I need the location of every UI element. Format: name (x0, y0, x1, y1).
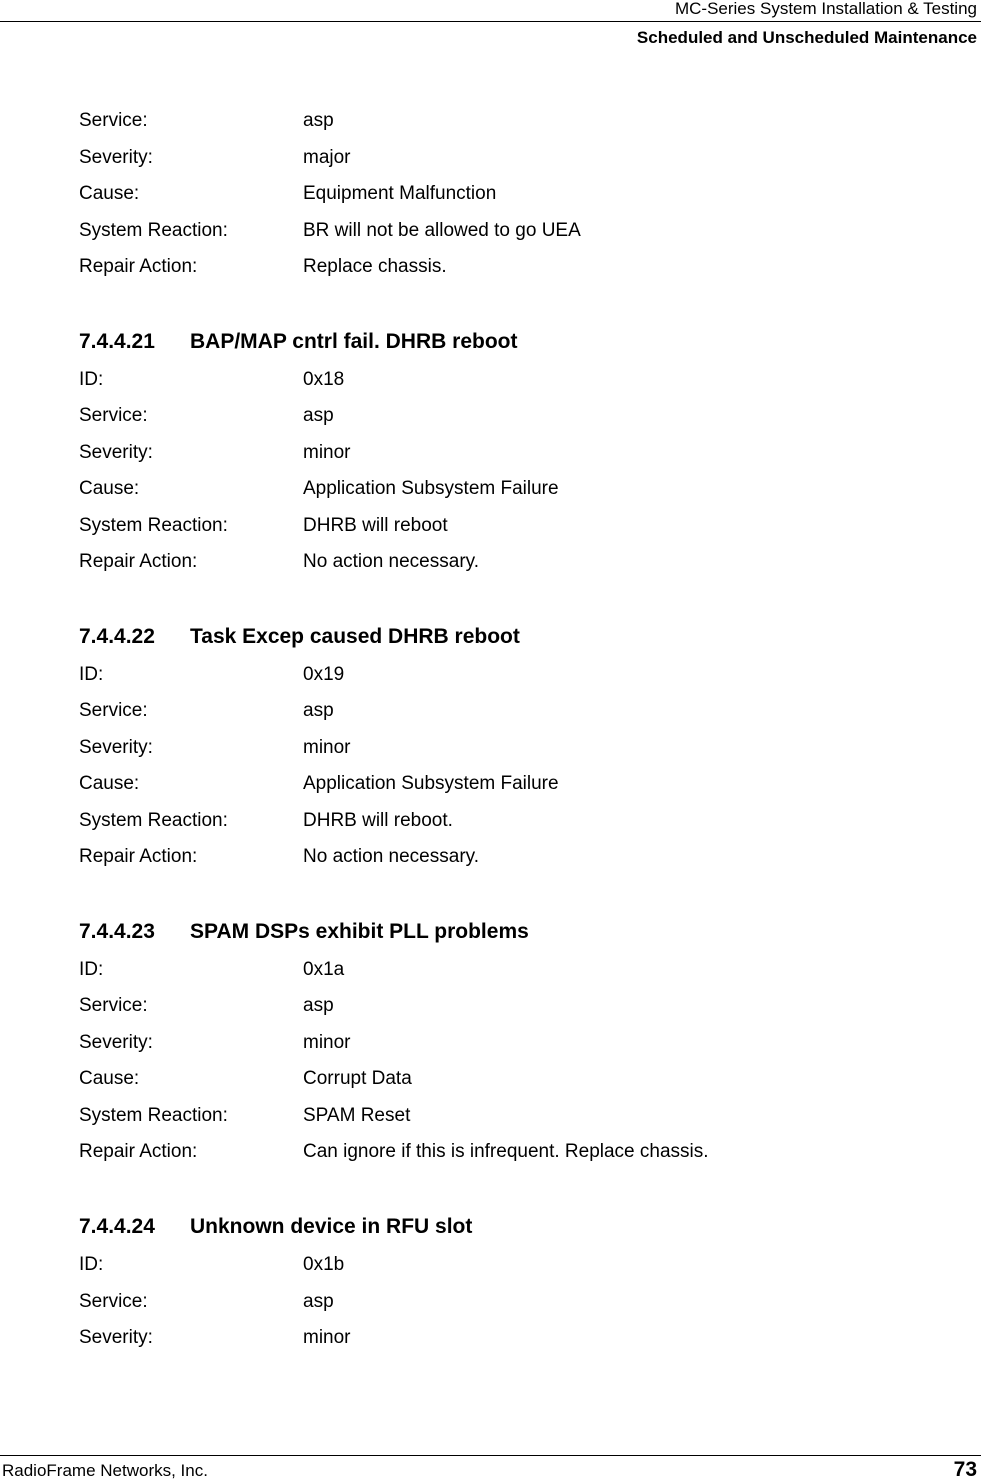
field-value: BR will not be allowed to go UEA (303, 220, 581, 241)
field-value: Can ignore if this is infrequent. Replace chassis. (303, 1141, 709, 1162)
field-label: Service: (79, 995, 148, 1016)
field-label: Severity: (79, 442, 153, 463)
field-value: 0x1a (303, 959, 345, 980)
field-value: DHRB will reboot (303, 515, 448, 536)
field-label: Repair Action: (79, 551, 198, 572)
field-value: Replace chassis. (303, 256, 447, 277)
running-header-chapter-title: Scheduled and Unscheduled Maintenance (636, 28, 977, 47)
section-number: 7.4.4.21 (79, 330, 155, 353)
field-value: minor (303, 442, 351, 463)
section-title: Task Excep caused DHRB reboot (190, 625, 520, 648)
field-label: Severity: (79, 1032, 153, 1053)
field-value: asp (303, 110, 334, 131)
running-header-doc-title: MC-Series System Installation & Testing (674, 0, 977, 18)
field-label: Cause: (79, 183, 140, 204)
field-value: 0x1b (303, 1254, 345, 1275)
field-label: System Reaction: (79, 1105, 228, 1126)
field-label: Severity: (79, 737, 153, 758)
field-value: asp (303, 1291, 334, 1312)
field-value: asp (303, 700, 334, 721)
field-label: Repair Action: (79, 1141, 198, 1162)
field-value: major (303, 147, 351, 168)
section-number: 7.4.4.23 (79, 920, 155, 943)
field-label: Repair Action: (79, 846, 198, 867)
field-value: asp (303, 995, 334, 1016)
section-number: 7.4.4.24 (79, 1215, 155, 1238)
field-label: Cause: (79, 478, 140, 499)
field-label: ID: (79, 664, 104, 685)
field-value: No action necessary. (303, 551, 480, 572)
field-label: Service: (79, 1291, 148, 1312)
field-label: ID: (79, 1254, 104, 1275)
field-label: Repair Action: (79, 256, 198, 277)
field-label: System Reaction: (79, 220, 228, 241)
field-value: asp (303, 405, 334, 426)
field-value: No action necessary. (303, 846, 480, 867)
footer-company-name: RadioFrame Networks, Inc. (2, 1461, 208, 1480)
field-value: Application Subsystem Failure (303, 773, 559, 794)
field-label: Severity: (79, 147, 153, 168)
field-label: System Reaction: (79, 515, 228, 536)
field-value: minor (303, 1032, 351, 1053)
field-value: minor (303, 737, 351, 758)
section-title: BAP/MAP cntrl fail. DHRB reboot (190, 330, 518, 353)
field-label: Cause: (79, 773, 140, 794)
section-title: Unknown device in RFU slot (190, 1215, 473, 1238)
field-label: ID: (79, 369, 104, 390)
field-value: SPAM Reset (303, 1105, 411, 1126)
field-label: Cause: (79, 1068, 140, 1089)
field-label: Service: (79, 405, 148, 426)
page-number: 73 (953, 1458, 977, 1481)
section-number: 7.4.4.22 (79, 625, 155, 648)
field-value: 0x19 (303, 664, 345, 685)
field-label: Severity: (79, 1327, 153, 1348)
field-value: DHRB will reboot. (303, 810, 453, 831)
section-title: SPAM DSPs exhibit PLL problems (190, 920, 529, 943)
field-label: ID: (79, 959, 104, 980)
field-label: Service: (79, 700, 148, 721)
field-value: 0x18 (303, 369, 345, 390)
footer-divider (0, 1455, 981, 1456)
header-divider (0, 21, 981, 22)
field-value: Equipment Malfunction (303, 183, 497, 204)
field-label: Service: (79, 110, 148, 131)
field-label: System Reaction: (79, 810, 228, 831)
field-value: minor (303, 1327, 351, 1348)
field-value: Application Subsystem Failure (303, 478, 559, 499)
field-value: Corrupt Data (303, 1068, 412, 1089)
